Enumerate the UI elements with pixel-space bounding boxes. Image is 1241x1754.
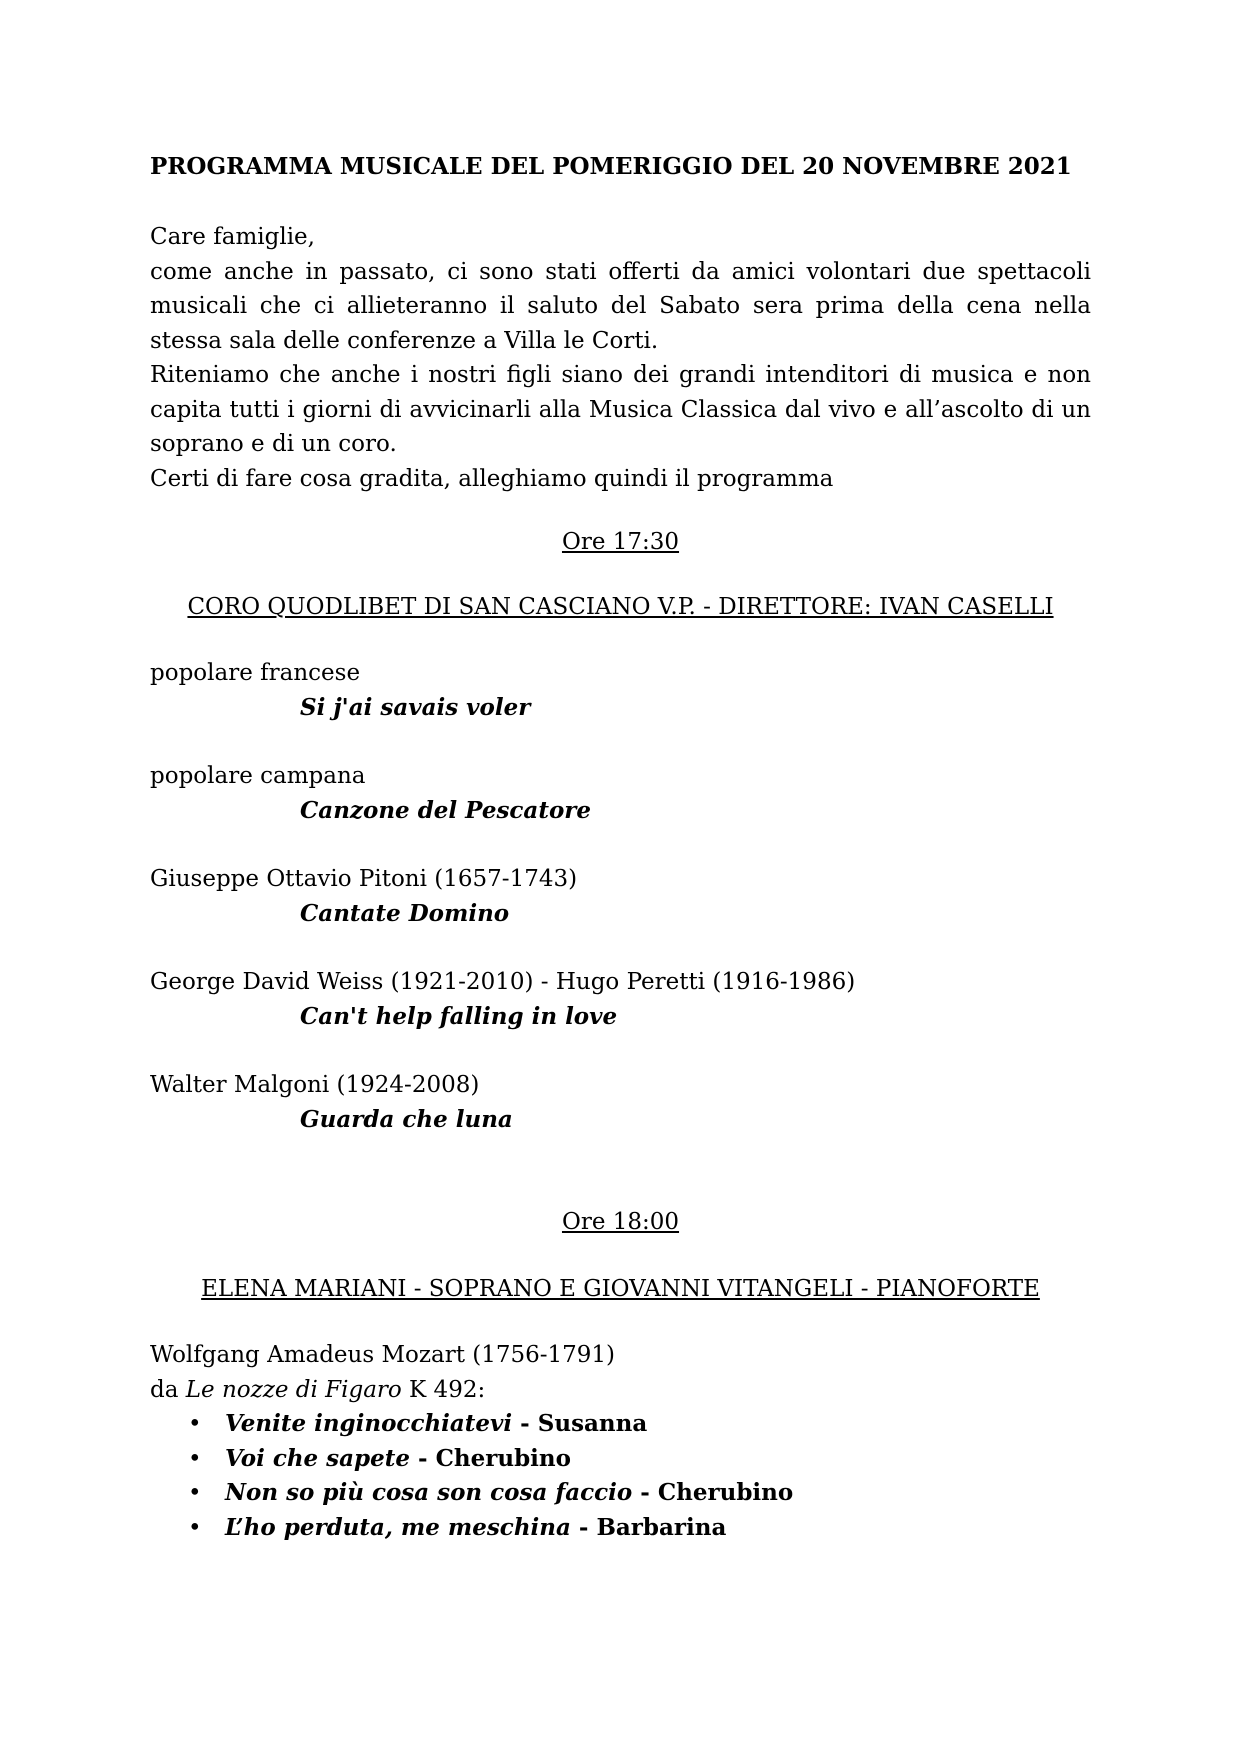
bullet-icon: • <box>188 1480 202 1506</box>
piece-title: Guarda che luna <box>300 1105 513 1133</box>
aria-role: - Susanna <box>512 1410 648 1437</box>
composer: Giuseppe Ottavio Pitoni (1657-1743) <box>150 866 578 892</box>
intro-letter <box>150 220 1091 496</box>
aria-title: Venite inginocchiatevi <box>225 1410 513 1437</box>
opera-source <box>150 1373 1091 1408</box>
session-1-time: Ore 17:30 <box>561 529 680 555</box>
mozart-section <box>150 1338 1091 1545</box>
list-item <box>150 1407 1091 1442</box>
aria-title: L’ho perduta, me meschina <box>225 1513 571 1541</box>
program-item <box>150 656 1091 725</box>
piece-title: Si j'ai savais voler <box>300 693 531 721</box>
composer: Wolfgang Amadeus Mozart (1756-1791) <box>150 1342 616 1368</box>
intro-greeting: Care famiglie, <box>150 224 315 250</box>
bullet-icon: • <box>188 1514 202 1541</box>
intro-paragraph-2: Riteniamo che anche i nostri figli siano dei grandi intenditori di musica e non capita tutti i giorni di avvicinarli alla Musica Classica dal vivo e all’ascolto di un soprano e di un coro. <box>150 362 1091 457</box>
aria-role: - Cherubino <box>410 1444 571 1472</box>
composer: Walter Malgoni (1924-2008) <box>150 1072 480 1098</box>
aria-role: - Barbarina <box>570 1513 727 1541</box>
list-item <box>150 1442 1091 1477</box>
aria-title: Non so più cosa son cosa faccio <box>225 1479 633 1506</box>
aria-role: - Cherubino <box>632 1479 794 1506</box>
composer: popolare francese <box>150 660 361 686</box>
list-item <box>150 1511 1091 1546</box>
program-item <box>150 862 1091 931</box>
piece-title: Canzone del Pescatore <box>300 796 592 824</box>
session-1-performer: CORO QUODLIBET DI SAN CASCIANO V.P. - DIRETTORE: IVAN CASELLI <box>187 594 1054 620</box>
bullet-icon: • <box>188 1411 202 1437</box>
list-item <box>150 1476 1091 1511</box>
program-item <box>150 759 1091 828</box>
page-title: PROGRAMMA MUSICALE DEL POMERIGGIO DEL 20 NOVEMBRE 2021 <box>150 153 1072 180</box>
composer: popolare campana <box>150 763 366 789</box>
source-prefix: da <box>150 1376 186 1403</box>
program-item <box>150 1068 1091 1137</box>
session-2-time: Ore 18:00 <box>561 1209 680 1235</box>
source-suffix: K 492: <box>401 1376 486 1403</box>
intro-paragraph-1: come anche in passato, ci sono stati offerti da amici volontari due spettacoli musicali che ci allieteranno il saluto del Sabato sera prima della cena nella stessa sala delle conferenze a Villa le Corti. <box>150 258 1091 354</box>
opera-title: Le nozze di Figaro <box>185 1376 402 1403</box>
piece-title: Cantate Domino <box>300 899 510 927</box>
bullet-icon: • <box>188 1445 202 1472</box>
intro-paragraph-3: Certi di fare cosa gradita, alleghiamo quindi il programma <box>150 465 834 492</box>
aria-list <box>150 1407 1091 1545</box>
document-page <box>150 0 1091 1754</box>
composer: George David Weiss (1921-2010) - Hugo Peretti (1916-1986) <box>150 969 856 995</box>
piece-title: Can't help falling in love <box>300 1002 618 1030</box>
session-2-performer: ELENA MARIANI - SOPRANO E GIOVANNI VITANGELI - PIANOFORTE <box>201 1276 1040 1302</box>
program-item <box>150 965 1091 1034</box>
aria-title: Voi che sapete <box>225 1444 411 1472</box>
